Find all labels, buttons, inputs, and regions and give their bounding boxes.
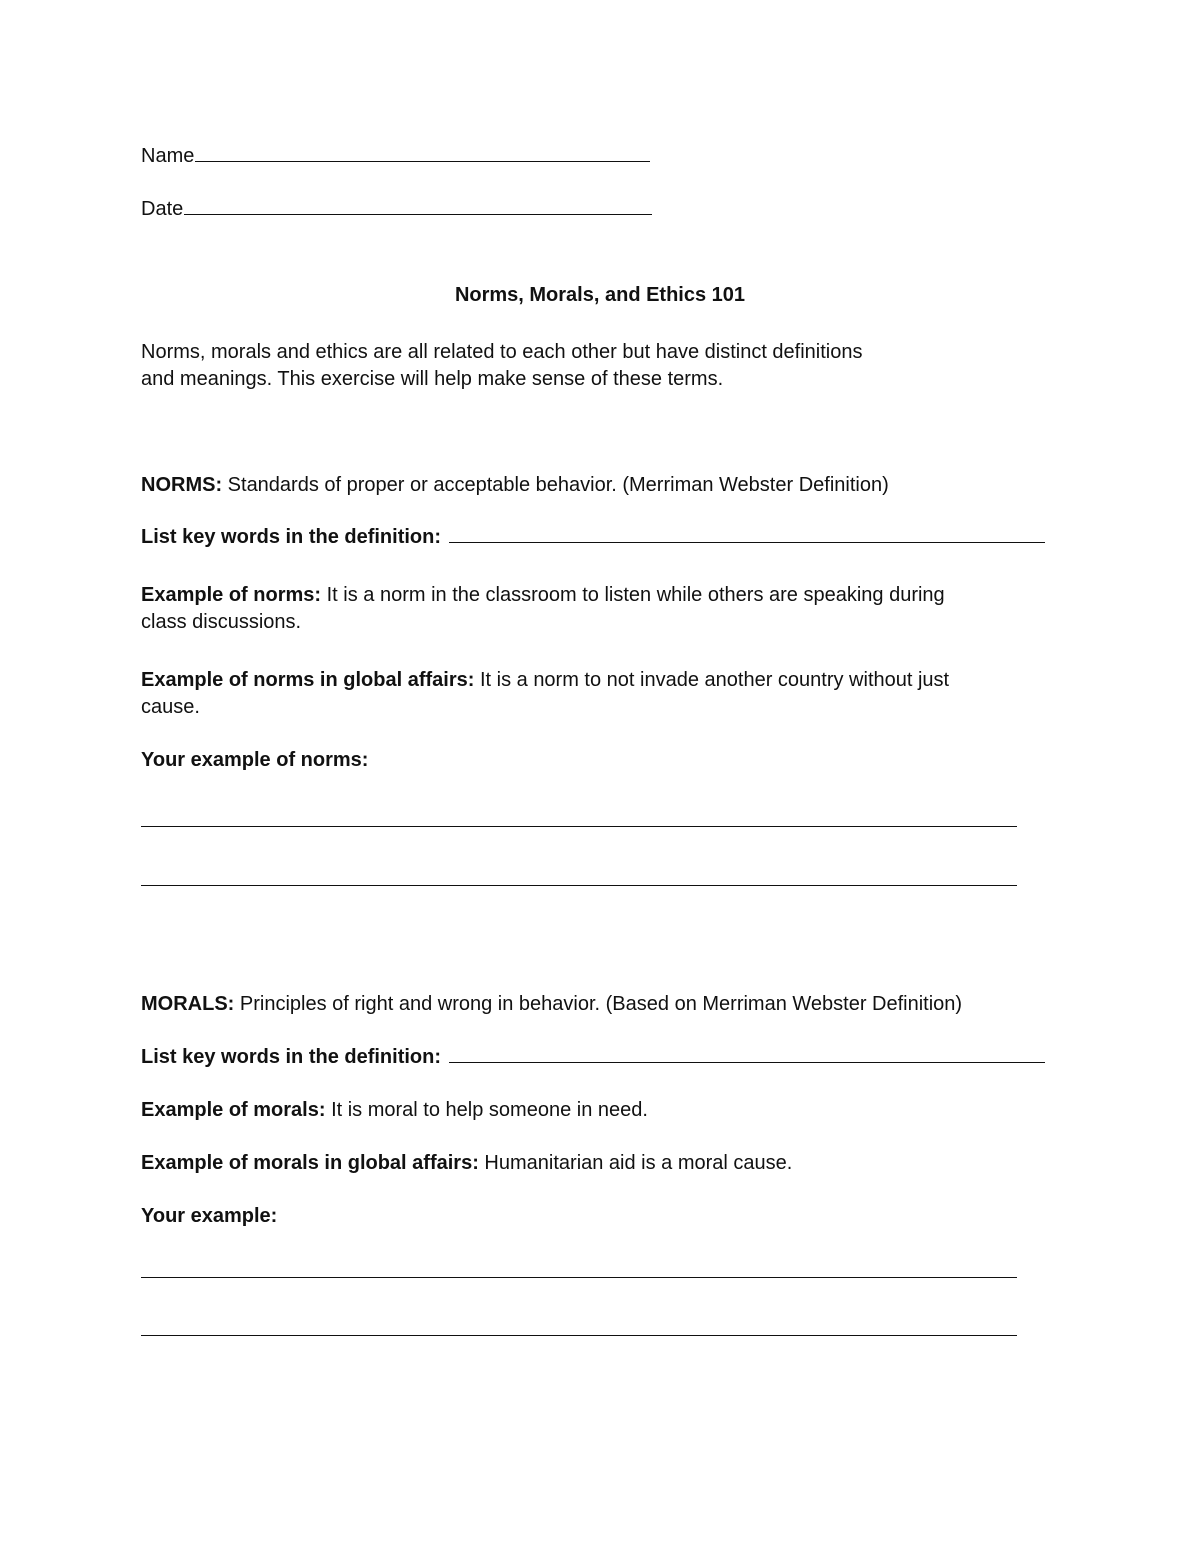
morals-answer-line-2[interactable] bbox=[141, 1335, 1017, 1336]
morals-answer-line-1[interactable] bbox=[141, 1277, 1017, 1278]
morals-your-example-label: Your example: bbox=[141, 1205, 278, 1227]
morals-global-example bbox=[141, 1150, 792, 1176]
norms-term: NORMS: bbox=[141, 474, 223, 496]
name-label: Name bbox=[141, 145, 195, 167]
intro-line-1: Norms, morals and ethics are all related to each other but have distinct definitions bbox=[141, 341, 863, 363]
norms-definition-text: Standards of proper or acceptable behavior. (Merriman Webster Definition) bbox=[222, 474, 889, 496]
norms-keywords-row bbox=[141, 524, 1045, 550]
norms-answer-line-2[interactable] bbox=[141, 885, 1017, 886]
morals-example-text: It is moral to help someone in need. bbox=[325, 1099, 648, 1121]
norms-keywords-label: List key words in the definition: bbox=[141, 526, 442, 548]
morals-term: MORALS: bbox=[141, 993, 235, 1015]
morals-keywords-blank[interactable] bbox=[449, 1045, 1045, 1063]
morals-definition bbox=[141, 991, 962, 1017]
norms-global-label: Example of norms in global affairs: bbox=[141, 669, 475, 691]
morals-example bbox=[141, 1097, 648, 1123]
norms-definition bbox=[141, 472, 889, 498]
date-label: Date bbox=[141, 198, 184, 220]
norms-global-text-2: cause. bbox=[141, 696, 200, 718]
norms-your-example-label: Your example of norms: bbox=[141, 749, 369, 771]
intro-paragraph bbox=[141, 339, 862, 393]
norms-example bbox=[141, 582, 945, 636]
norms-global-example bbox=[141, 667, 949, 721]
date-field-row bbox=[141, 196, 652, 222]
morals-keywords-label: List key words in the definition: bbox=[141, 1046, 442, 1068]
name-blank[interactable] bbox=[195, 144, 650, 162]
morals-keywords-row bbox=[141, 1044, 1045, 1070]
date-blank[interactable] bbox=[184, 197, 652, 215]
norms-answer-line-1[interactable] bbox=[141, 826, 1017, 827]
norms-global-text-1: It is a norm to not invade another country without just bbox=[474, 669, 950, 691]
page-title: Norms, Morals, and Ethics 101 bbox=[454, 284, 746, 306]
morals-global-label: Example of morals in global affairs: bbox=[141, 1152, 479, 1174]
norms-example-label: Example of norms: bbox=[141, 584, 322, 606]
intro-line-2: and meanings. This exercise will help make sense of these terms. bbox=[141, 368, 724, 390]
morals-example-label: Example of morals: bbox=[141, 1099, 326, 1121]
norms-example-text-2: class discussions. bbox=[141, 611, 302, 633]
norms-keywords-blank[interactable] bbox=[449, 525, 1045, 543]
morals-definition-text: Principles of right and wrong in behavior. (Based on Merriman Webster Definition) bbox=[234, 993, 963, 1015]
morals-global-text: Humanitarian aid is a moral cause. bbox=[478, 1152, 793, 1174]
norms-example-text-1: It is a norm in the classroom to listen while others are speaking during bbox=[321, 584, 945, 606]
name-field-row bbox=[141, 143, 650, 169]
